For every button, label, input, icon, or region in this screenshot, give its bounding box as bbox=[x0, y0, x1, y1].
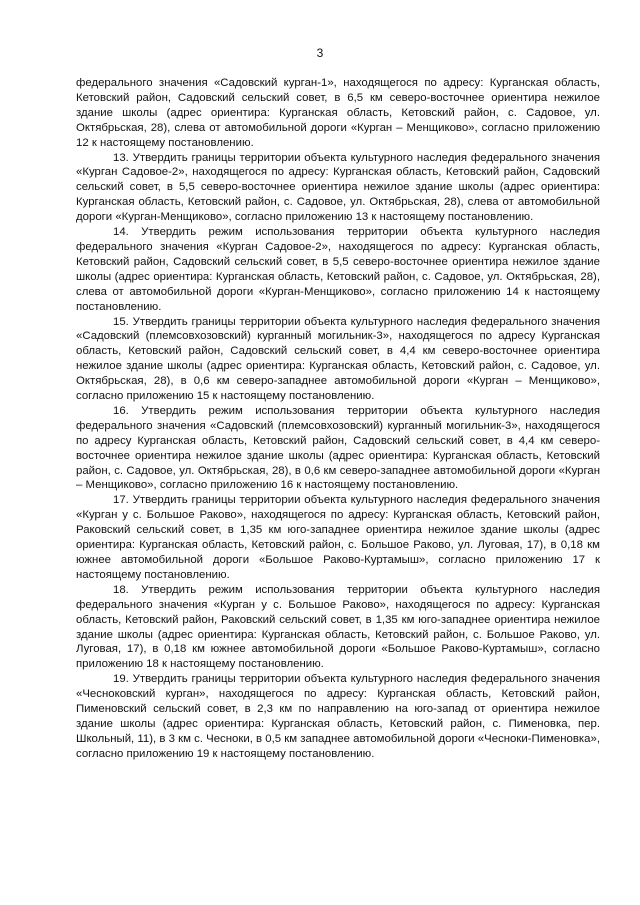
paragraph-continuation: федерального значения «Садовский курган-1», находящегося по адресу: Курганская область, Кетовский район, Садовский сельский совет, в 6,5 км северо-восточнее ориентира нежилое здание школы (адрес ориентира: Курганская область, Кетовский район, с. Садовое, ул. Октябрьская, 28), слева от автомобильной дороги «Курган – Менщиково», согласно приложению 12 к настоящему постановлению. bbox=[76, 77, 600, 149]
paragraph-item-16: 16. Утвердить режим использования территории объекта культурного наследия федерального значения «Садовский (племсовхозовский) курганный могильник-3», находящегося по адресу Курганская область, Кетовский район, Садовский сельский совет, в 4,4 км северо-восточнее ориентира нежилое здание школы (адрес ориентира: Курганская область, Кетовский район, с. Садовое, ул. Октябрьская, 28), в 0,6 км северо-западнее автомобильной дороги «Курган – Менщиково», согласно приложению 16 к настоящему постановлению. bbox=[76, 404, 600, 492]
paragraph-item-15: 15. Утвердить границы территории объекта культурного наследия федерального значения «Садовский (племсовхозовский) курганный могильник-3», находящегося по адресу Курганская область, Кетовский район, Садовский сельский совет, в 4,4 км северо-восточнее ориентира нежилое здание школы (адрес ориентира: Курганская область, Кетовский район, с. Садовое, ул. Октябрьская, 28), в 0,6 км северо-западнее автомобильной дороги «Курган – Менщиково», согласно приложению 15 к настоящему постановлению. bbox=[76, 315, 600, 403]
paragraph-item-14: 14. Утвердить режим использования территории объекта культурного наследия федерального значения «Курган Садовое-2», находящегося по адресу: Курганская область, Кетовский район, Садовский сельский совет, в 5,5 северо-восточнее ориентира нежилое здание школы (адрес ориентира: Курганская область, Кетовский район, с. Садовое, ул. Октябрьская, 28), слева от автомобильной дороги «Курган-Менщиково», согласно приложению 14 к настоящему постановлению. bbox=[76, 226, 600, 313]
page-number: 3 bbox=[316, 46, 324, 60]
document-body bbox=[76, 76, 600, 762]
paragraph-item-13: 13. Утвердить границы территории объекта культурного наследия федерального значения «Курган Садовое-2», находящегося по адресу: Курганская область, Кетовский район, Садовский сельский совет, в 5,5 северо-восточнее ориентира нежилое здание школы (адрес ориентира: Курганская область, Кетовский район, с. Садовое, ул. Октябрьская, 28), слева от автомобильной дороги «Курган-Менщиково», согласно приложению 13 к настоящему постановлению. bbox=[76, 151, 600, 224]
paragraph-item-18: 18. Утвердить режим использования территории объекта культурного наследия федерального значения «Курган у с. Большое Раково», находящегося по адресу: Курганская область, Кетовский район, Раковский сельский совет, в 1,35 км юго-западнее ориентира нежилое здание школы (адрес ориентира: Курганская область, Кетовский район, с. Большое Раково, ул. Луговая, 17), в 0,18 км южнее автомобильной дороги «Большое Раково-Куртамыш», согласно приложению 18 к настоящему постановлению. bbox=[76, 583, 600, 671]
paragraph-item-17: 17. Утвердить границы территории объекта культурного наследия федерального значения «Курган у с. Большое Раково», находящегося по адресу: Курганская область, Кетовский район, Раковский сельский совет, в 1,35 км юго-западнее ориентира нежилое здание школы (адрес ориентира: Курганская область, Кетовский район, с. Большое Раково, ул. Луговая, 17), в 0,18 км южнее автомобильной дороги «Большое Раково-Куртамыш», согласно приложению 17 к настоящему постановлению. bbox=[76, 494, 600, 581]
paragraph-item-19: 19. Утвердить границы территории объекта культурного наследия федерального значения «Чесноковский курган», находящегося по адресу: Курганская область, Кетовский район, Пименовский сельский совет, в 2,3 км по направлению на юго-запад от ориентира нежилое здание школы (адрес ориентира: Курганская область, Кетовский район, с. Пименовка, пер. Школьный, 11), в 3 км с. Чесноки, в 0,5 км западнее автомобильной дороги «Чесноки-Пименовка», согласно приложению 19 к настоящему постановлению. bbox=[76, 673, 600, 760]
